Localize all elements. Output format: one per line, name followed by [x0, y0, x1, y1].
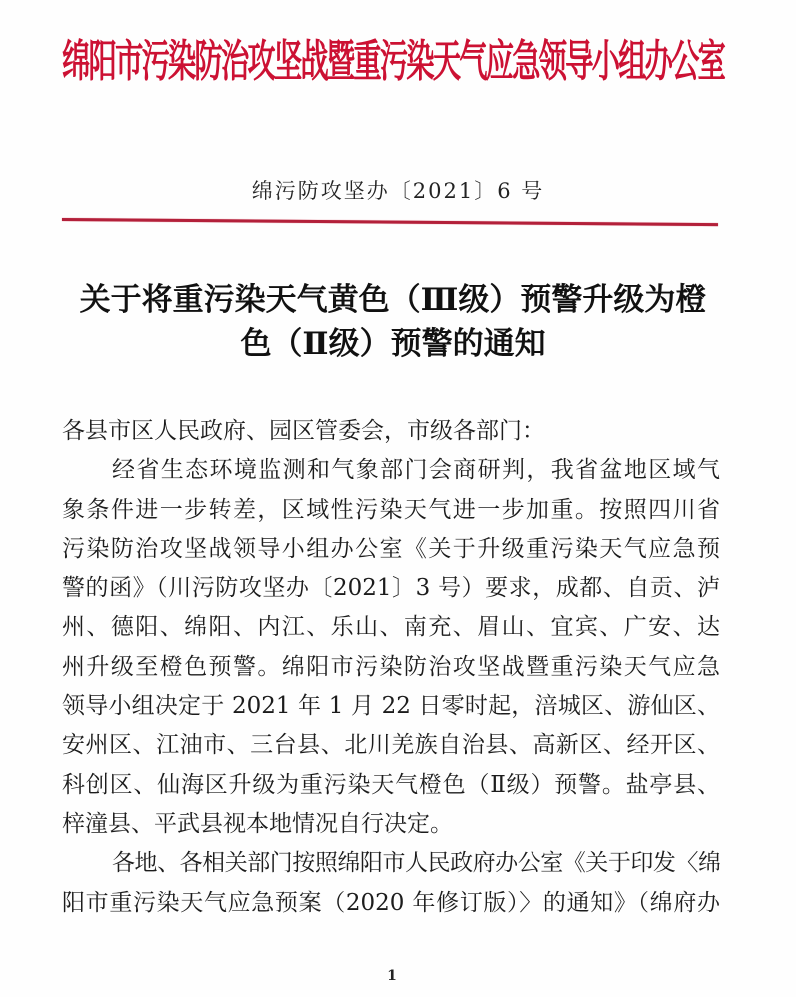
- body-line: 污染防治攻坚战领导小组办公室《关于升级重污染天气应急预: [62, 535, 720, 562]
- issuer-header-text: 绵阳市污染防治攻坚战暨重污染天气应急领导小组办公室: [62, 36, 724, 87]
- issuer-header: [62, 30, 724, 94]
- document-title: [60, 278, 726, 366]
- body-line: 科创区、仙海区升级为重污染天气橙色（Ⅱ级）预警。盐亭县、: [62, 771, 720, 798]
- body-line: 州升级至橙色预警。绵阳市污染防治攻坚战暨重污染天气应急: [62, 653, 720, 680]
- body-line: 各地、各相关部门按照绵阳市人民政府办公室《关于印发〈绵: [112, 850, 720, 877]
- body-line: 警的函》（川污防攻坚办〔2021〕3 号）要求，成都、自贡、泸: [62, 575, 720, 602]
- document-number: 绵污防攻坚办〔2021〕6 号: [251, 179, 545, 203]
- body-line: 梓潼县、平武县视本地情况自行决定。: [62, 810, 453, 837]
- body-line: 经省生态环境监测和气象部门会商研判，我省盆地区域气: [112, 457, 720, 484]
- salutation-line: 各县市区人民政府、园区管委会，市级各部门：: [62, 418, 545, 444]
- body-line: 安州区、江油市、三台县、北川羌族自治县、高新区、经开区、: [62, 732, 720, 759]
- body-line: 州、德阳、绵阳、内江、乐山、南充、眉山、宜宾、广安、达: [62, 614, 720, 641]
- body-line: 领导小组决定于 2021 年 1 月 22 日零时起，涪城区、游仙区、: [62, 693, 720, 720]
- document-body: [62, 412, 720, 923]
- title-line-1: 关于将重污染天气黄色（Ⅲ级）预警升级为橙: [79, 282, 707, 318]
- page-number: 1: [387, 968, 397, 984]
- body-line: 象条件进一步转差，区域性污染天气进一步加重。按照四川省: [62, 496, 720, 523]
- red-divider-line: [62, 218, 718, 226]
- body-line: 阳市重污染天气应急预案（2020 年修订版）〉的通知》（绵府办: [62, 889, 720, 916]
- title-line-2: 色（Ⅱ级）预警的通知: [240, 326, 546, 362]
